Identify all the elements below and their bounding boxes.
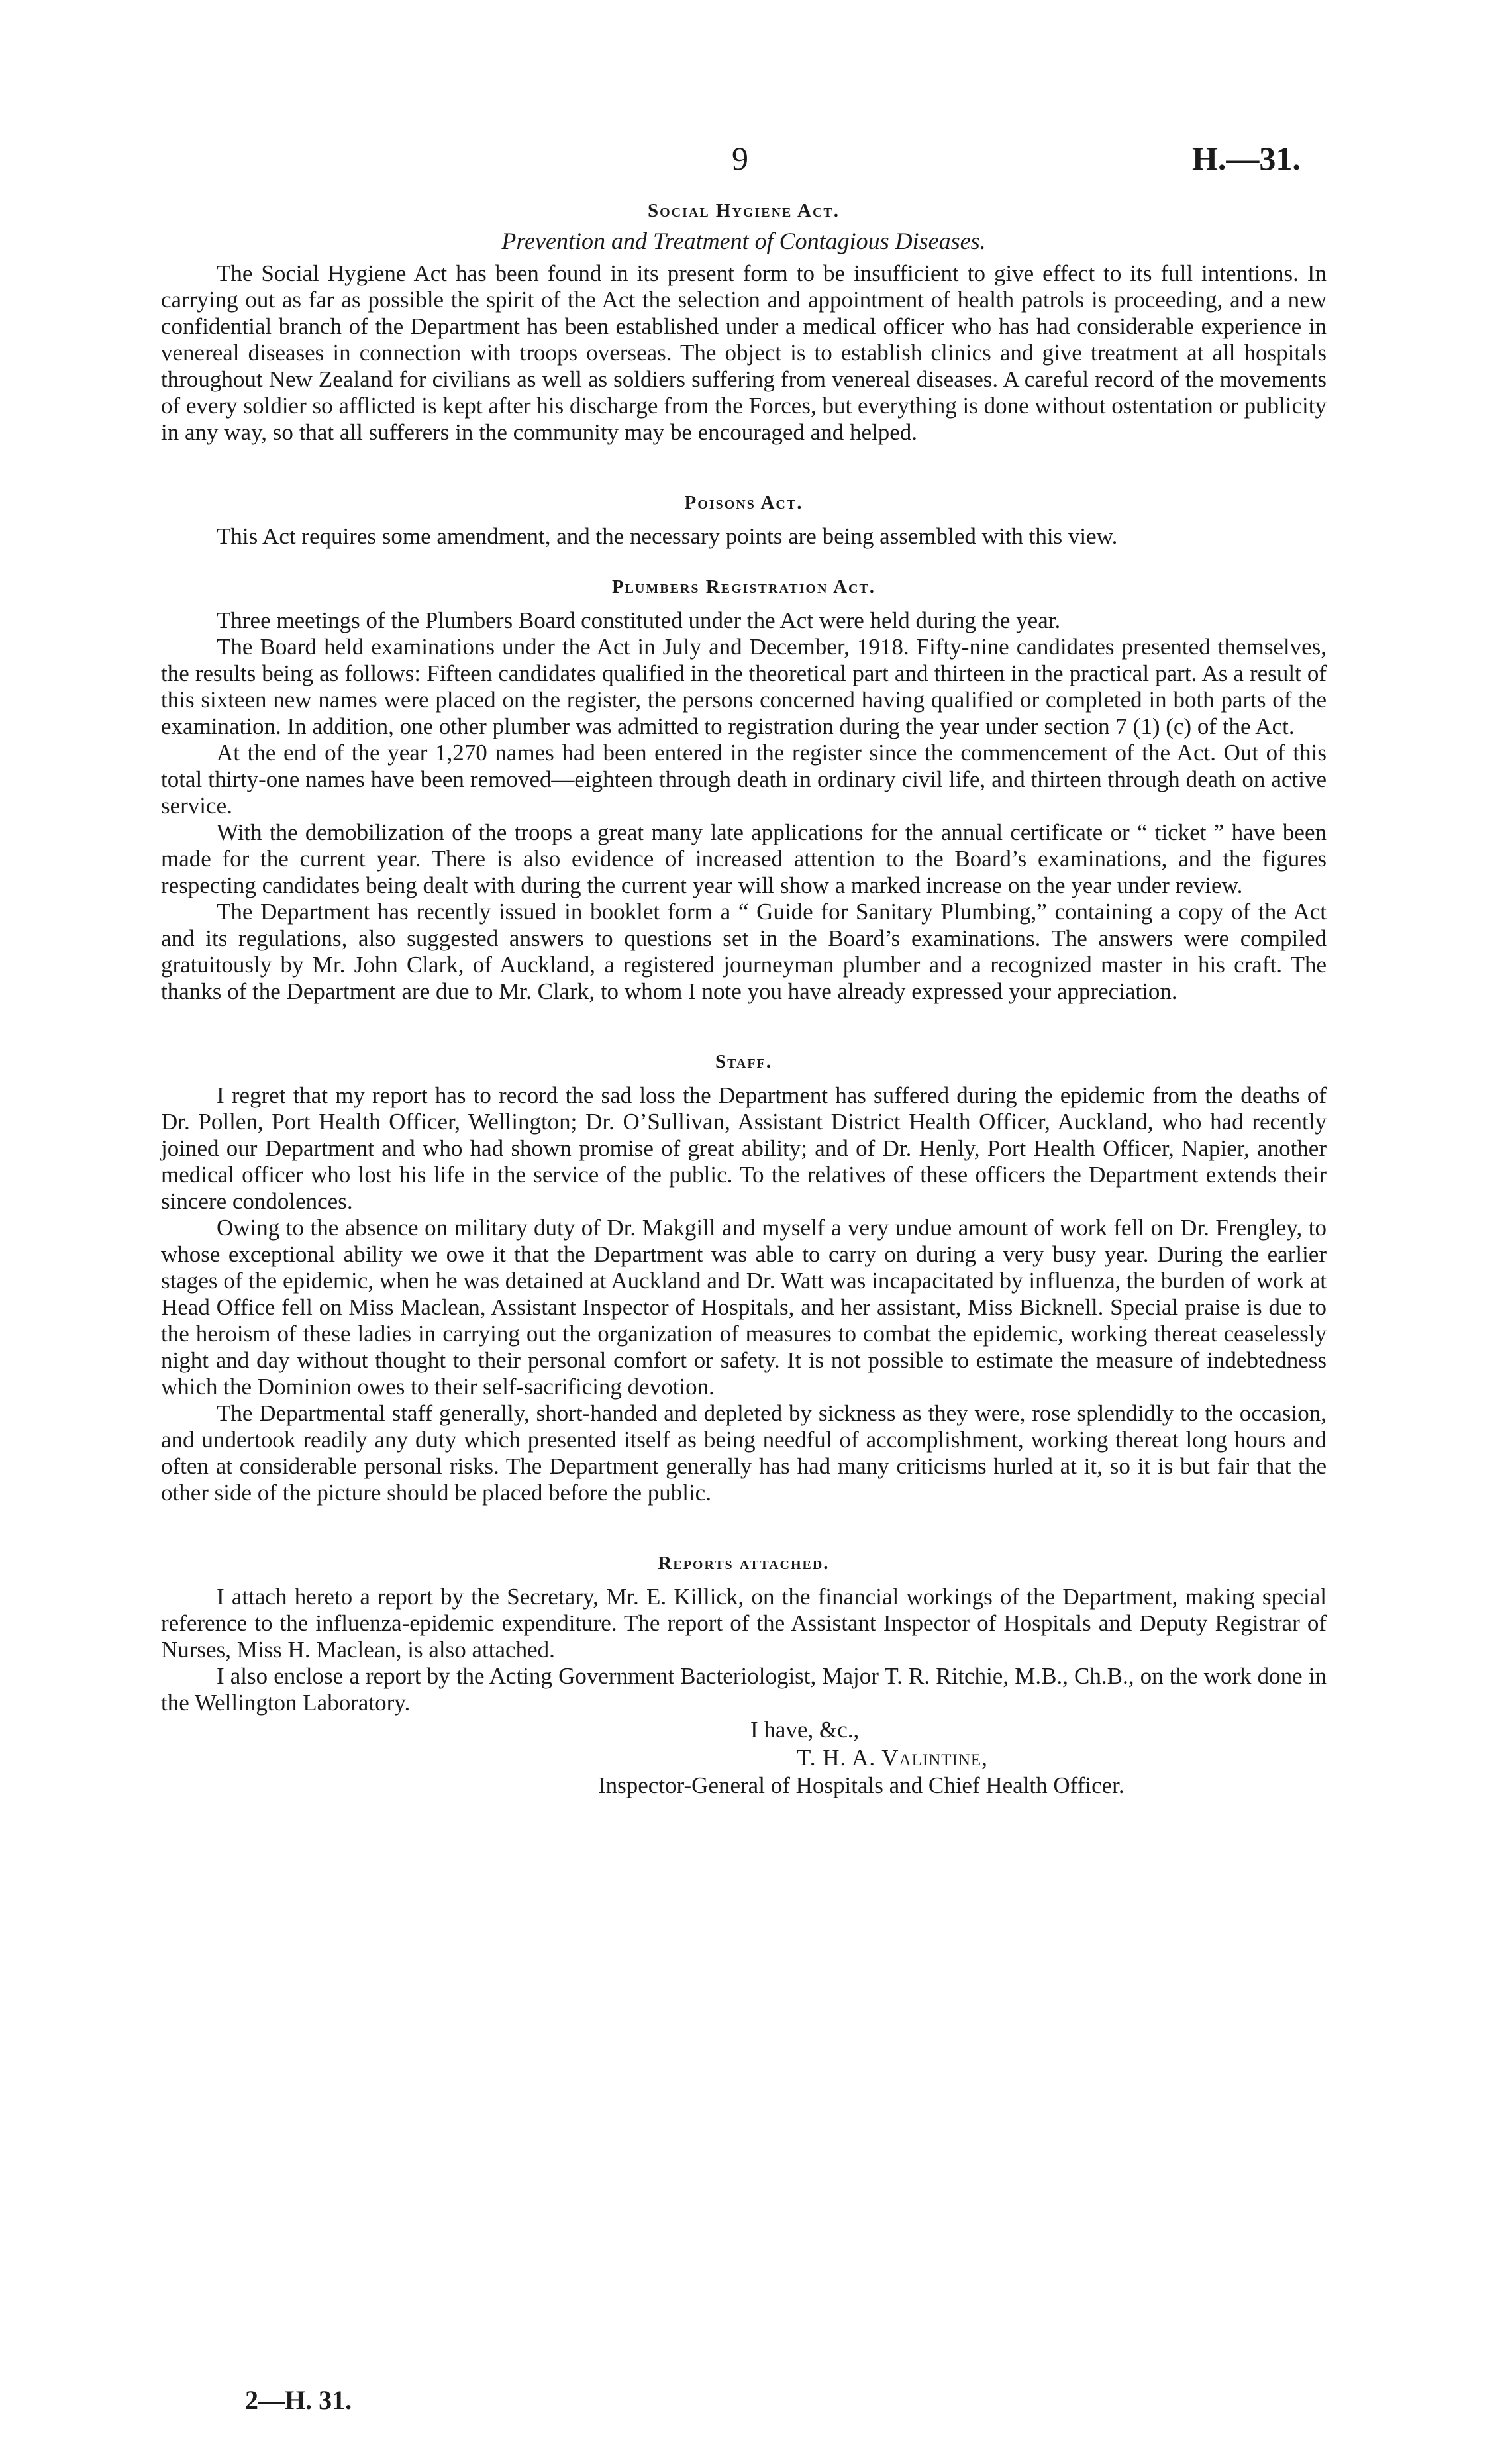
- paragraph: Three meetings of the Plumbers Board constituted under the Act were held during the year.: [217, 607, 1061, 633]
- section-title-social-hygiene: Social Hygiene Act.: [647, 200, 840, 221]
- section-poisons: [161, 492, 1327, 550]
- section-subtitle-contagious-diseases: Prevention and Treatment of Contagious Diseases.: [501, 228, 986, 254]
- paragraph: The Board held examinations under the Act in July and December, 1918. Fifty-nine candidates presented themselves, the results being as follows: Fifteen candidates qualified in the theoretical part and thirteen in the practical part. As a result of this sixteen new names were placed on the register, the persons concerned having qualified or completed in both parts of the examination. In addition, one other plumber was admitted to registration during the year under section 7 (1) (c) of the Act.: [161, 634, 1327, 739]
- paragraph: With the demobilization of the troops a great many late applications for the annual certificate or “ ticket ” have been made for the current year. There is also evidence of increased attention to the Board’s examinations, and the figures respecting candidates being dealt with during the current year will show a marked increase on the year under review.: [161, 819, 1327, 898]
- section-title-staff: Staff.: [715, 1051, 773, 1072]
- paragraph: At the end of the year 1,270 names had been entered in the register since the commencement of the Act. Out of this total thirty-one names have been removed—eighteen through death in ordinary civil life, and thirteen through death on active service.: [161, 740, 1327, 819]
- closing-signature-block: [161, 1716, 1327, 1800]
- paragraph: The Social Hygiene Act has been found in its present form to be insufficient to give effect to its full intentions. In carrying out as far as possible the spirit of the Act the selection and appointment of health patrols is proceeding, and a new confidential branch of the Department has been established under a medical officer who has had considerable experience in venereal diseases in connection with troops overseas. The object is to establish clinics and give treatment at all hospitals throughout New Zealand for civilians as well as soldiers suffering from venereal diseases. A careful record of the movements of every soldier so afflicted is kept after his discharge from the Forces, but everything is done without ostentation or publicity in any way, so that all sufferers in the community may be encouraged and helped.: [161, 260, 1327, 445]
- page-number: 9: [732, 140, 748, 177]
- section-title-poisons: Poisons Act.: [684, 492, 803, 513]
- paragraph: This Act requires some amendment, and the necessary points are being assembled with this view.: [217, 523, 1118, 549]
- paragraph: I attach hereto a report by the Secretary, Mr. E. Killick, on the financial workings of the Department, making special reference to the influenza-epidemic expenditure. The report of the Assistant Inspector of Hospitals and Deputy Registrar of Nurses, Miss H. Maclean, is also attached.: [161, 1584, 1327, 1663]
- document-reference: H.—31.: [1192, 140, 1301, 177]
- closing-salutation: I have, &c.,: [750, 1717, 860, 1743]
- paragraph: I also enclose a report by the Acting Government Bacteriologist, Major T. R. Ritchie, M.B., Ch.B., on the work done in the Wellington Laboratory.: [161, 1663, 1327, 1716]
- footer-reference: 2—H. 31.: [245, 2385, 352, 2415]
- paragraph: I regret that my report has to record the sad loss the Department has suffered during the epidemic from the deaths of Dr. Pollen, Port Health Officer, Wellington; Dr. O’Sullivan, Assistant District Health Officer, Auckland, who had recently joined our Department and who had shown promise of great ability; and of Dr. Henly, Port Health Officer, Napier, another medical officer who lost his life in the service of the public. To the relatives of these officers the Department extends their sincere condolences.: [161, 1082, 1327, 1214]
- signatory-name: T. H. A. Valintine,: [797, 1745, 988, 1771]
- section-social-hygiene: [161, 200, 1327, 446]
- page-body: [161, 200, 1327, 1800]
- signatory-position: Inspector-General of Hospitals and Chief Health Officer.: [598, 1772, 1125, 1798]
- section-title-reports-attached: Reports attached.: [658, 1553, 830, 1574]
- paragraph: The Departmental staff generally, short-handed and depleted by sickness as they were, rose splendidly to the occasion, and undertook readily any duty which presented itself as being needful of accomplishment, working thereat long hours and often at considerable personal risks. The Department generally has had many criticisms hurled at it, so it is but fair that the other side of the picture should be placed before the public.: [161, 1400, 1327, 1506]
- section-title-plumbers: Plumbers Registration Act.: [611, 576, 876, 597]
- paragraph: Owing to the absence on military duty of Dr. Makgill and myself a very undue amount of work fell on Dr. Frengley, to whose exceptional ability we owe it that the Department was able to carry on during a very busy year. During the earlier stages of the epidemic, when he was detained at Auckland and Dr. Watt was incapacitated by influenza, the burden of work at Head Office fell on Miss Maclean, Assistant Inspector of Hospitals, and her assistant, Miss Bicknell. Special praise is due to the heroism of these ladies in carrying out the organization of measures to combat the epidemic, working thereat ceaselessly night and day without thought to their personal comfort or safety. It is not possible to estimate the measure of indebtedness which the Dominion owes to their self-sacrificing devotion.: [161, 1215, 1327, 1400]
- section-staff: [161, 1051, 1327, 1506]
- section-plumbers: [161, 576, 1327, 1005]
- paragraph: The Department has recently issued in booklet form a “ Guide for Sanitary Plumbing,” containing a copy of the Act and its regulations, also suggested answers to questions set in the Board’s examinations. The answers were compiled gratuitously by Mr. John Clark, of Auckland, a registered journeyman plumber and a recognized master in his craft. The thanks of the Department are due to Mr. Clark, to whom I note you have already expressed your appreciation.: [161, 899, 1327, 1004]
- section-reports-attached: [161, 1553, 1327, 1716]
